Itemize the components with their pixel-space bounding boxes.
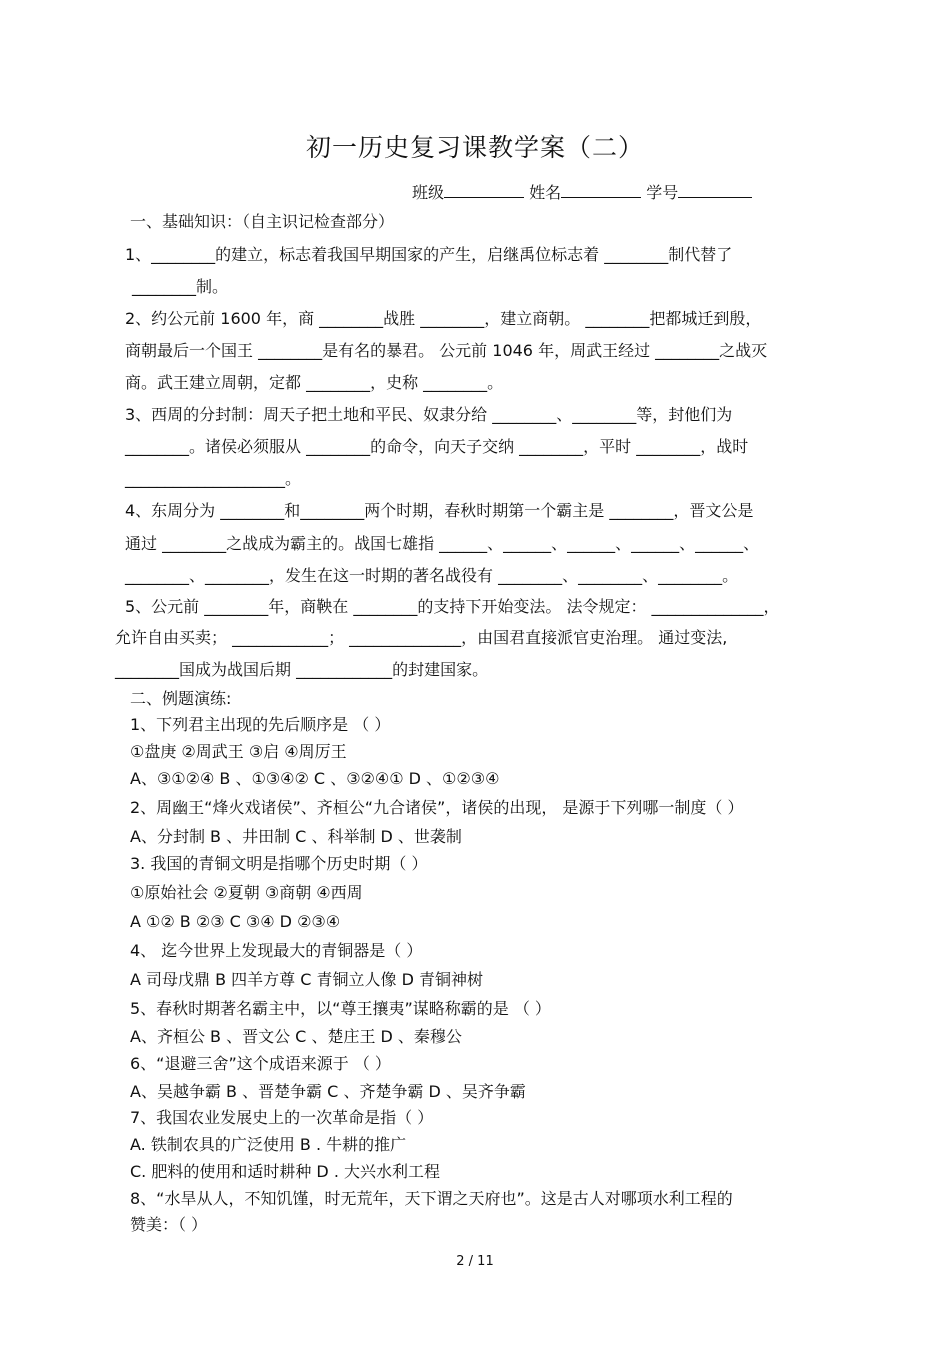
question-line: A. 铁制农具的广泛使用 B . 牛耕的推广 bbox=[130, 1135, 407, 1154]
question-line: A 司母戊鼎 B 四羊方尊 C 青铜立人像 D 青铜神树 bbox=[130, 970, 484, 989]
name-label: 姓名 bbox=[529, 183, 562, 202]
text-line: 允许自由买卖； ____________； ______________，由国君直接派官吏治理。 通过变法, bbox=[115, 628, 728, 647]
question-line: 3. 我国的青铜文明是指哪个历史时期（ ） bbox=[130, 854, 428, 873]
section-heading-basics: 一、基础知识：（自主识记检查部分） bbox=[130, 212, 395, 231]
text-line: ________国成为战国后期 ____________的封建国家。 bbox=[115, 660, 489, 679]
text-line: 5、公元前 ________年，商鞅在 ________的支持下开始变法。 法令规定： ______________， bbox=[125, 597, 780, 616]
question-line: 赞美：（ ） bbox=[130, 1215, 208, 1234]
id-blank[interactable] bbox=[678, 180, 752, 198]
text-line: 4、东周分为 ________和________两个时期，春秋时期第一个霸主是 ________，晋文公是 bbox=[125, 501, 754, 520]
text-line: 3、西周的分封制：周天子把土地和平民、奴隶分给 ________、________等，封他们为 bbox=[125, 405, 733, 424]
student-info bbox=[412, 180, 752, 204]
page-number: 2 / 11 bbox=[456, 1254, 494, 1269]
question-line: 6、“退避三舍”这个成语来源于 （ ） bbox=[130, 1054, 391, 1073]
section-heading-examples: 二、例题演练: bbox=[130, 689, 232, 708]
question-line: A、齐桓公 B 、晋文公 C 、楚庄王 D 、秦穆公 bbox=[130, 1027, 462, 1046]
text-line: 通过 ________之战成为霸主的。战国七雄指 ______、______、______、______、______、 bbox=[125, 534, 760, 553]
text-line: ________。诸侯必须服从 ________的命令，向天子交纳 ________，平时 ________，战时 bbox=[125, 437, 749, 456]
text-line: ________、________，发生在这一时期的著名战役有 ________、________、________。 bbox=[125, 566, 739, 585]
question-line: ①原始社会 ②夏朝 ③商朝 ④西周 bbox=[130, 883, 363, 902]
name-blank[interactable] bbox=[561, 180, 641, 198]
text-line: 商。武王建立周朝，定都 ________，史称 ________。 bbox=[125, 373, 504, 392]
text-line: 1、________的建立，标志着我国早期国家的产生，启继禹位标志着 ________制代替了 bbox=[125, 245, 733, 264]
question-line: 5、春秋时期著名霸主中，以“尊王攘夷”谋略称霸的是 （ ） bbox=[130, 999, 551, 1018]
question-line: 4、 迄今世界上发现最大的青铜器是（ ） bbox=[130, 941, 423, 960]
page-title: 初一历史复习课教学案（二） bbox=[305, 133, 644, 162]
question-line: A、吴越争霸 B 、晋楚争霸 C 、齐楚争霸 D 、吴齐争霸 bbox=[130, 1082, 526, 1101]
text-line: ________制。 bbox=[132, 277, 229, 296]
question-line: A ①② B ②③ C ③④ D ②③④ bbox=[130, 912, 341, 931]
question-line: 2、周幽王“烽火戏诸侯”、齐桓公“九合诸侯”，诸侯的出现， 是源于下列哪一制度（ ） bbox=[130, 798, 744, 817]
question-line: 1、下列君主出现的先后顺序是 （ ） bbox=[130, 715, 391, 734]
question-line: 8、“水旱从人，不知饥馑，时无荒年，天下谓之天府也”。这是古人对哪项水利工程的 bbox=[130, 1189, 733, 1208]
id-label: 学号 bbox=[646, 183, 679, 202]
question-line: C. 肥料的使用和适时耕种 D . 大兴水利工程 bbox=[130, 1162, 441, 1181]
class-label: 班级 bbox=[412, 183, 445, 202]
question-line: 7、我国农业发展史上的一次革命是指（ ） bbox=[130, 1108, 434, 1127]
question-line: ①盘庚 ②周武王 ③启 ④周厉王 bbox=[130, 742, 347, 761]
class-blank[interactable] bbox=[444, 180, 524, 198]
text-line: 商朝最后一个国王 ________是有名的暴君。 公元前 1046 年，周武王经过 ________之战灭 bbox=[125, 341, 768, 360]
question-line: A、分封制 B 、井田制 C 、科举制 D 、世袭制 bbox=[130, 827, 462, 846]
text-line: 2、约公元前 1600 年，商 ________战胜 ________，建立商朝。 ________把都城迁到殷， bbox=[125, 309, 762, 328]
question-line: A、③①②④ B 、①③④② C 、③②④① D 、①②③④ bbox=[130, 769, 500, 788]
text-line: ____________________。 bbox=[125, 469, 302, 488]
